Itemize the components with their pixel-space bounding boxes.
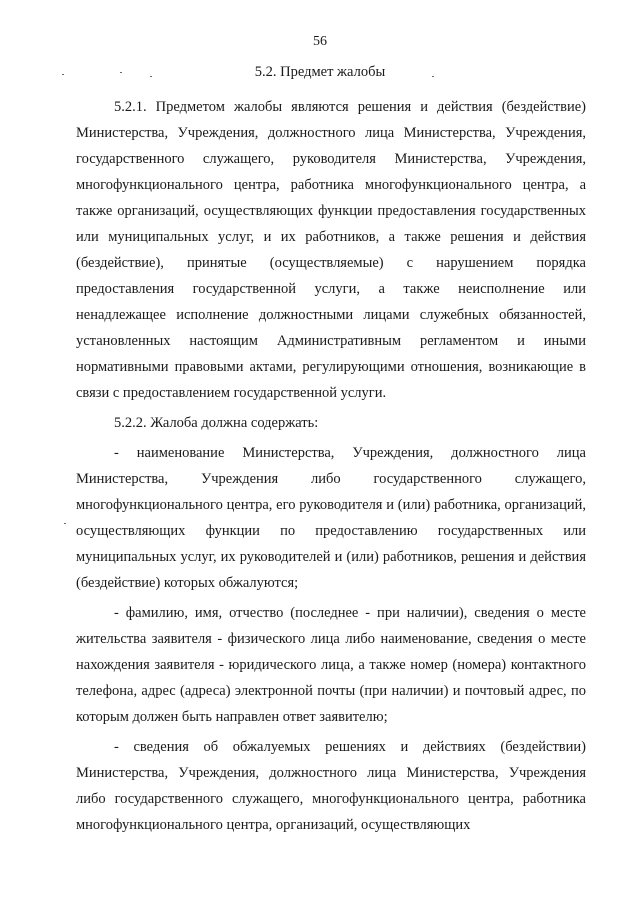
list-item-applicant-info: - фамилию, имя, отчество (последнее - при наличии), сведения о месте жительства заявителя - физического лица либо наименование, сведения о месте нахождения заявителя - юридического лица, а также номер (номера) контактного телефона, адрес (адреса) электронной почты (при наличии) и почтовый адрес, по которым должен быть направлен ответ заявителю; — [76, 605, 586, 725]
page-number: 56 — [313, 34, 327, 49]
section-title: 5.2. Предмет жалобы — [254, 64, 386, 80]
scan-speck — [62, 74, 64, 75]
body-text — [76, 94, 586, 842]
list-item-name: - наименование Министерства, Учреждения, должностного лица Министерства, Учреждения либо государственного служащего, многофункционального центра, его руководителя и (или) работника, организаций, осуществляющих функции по предоставлению государственных или муниципальных услуг, их руководителей и (или) работников, решения и действия (бездействие) которых обжалуются; — [76, 445, 586, 591]
list-item-appealed-decisions: - сведения об обжалуемых решениях и действиях (бездействии) Министерства, Учреждения, должностного лица Министерства, Учреждения либо государственного служащего, многофункционального центра, работника многофункционального центра, организаций, осуществляющих — [76, 739, 586, 833]
scan-speck — [120, 72, 122, 73]
scan-speck — [432, 76, 434, 77]
scan-speck — [64, 523, 66, 524]
scan-speck — [150, 76, 152, 77]
paragraph-5-2-2: 5.2.2. Жалоба должна содержать: — [114, 415, 319, 431]
paragraph-5-2-1: 5.2.1. Предметом жалобы являются решения и действия (бездействие) Министерства, Учреждения, должностного лица Министерства, Учреждения, государственного служащего, руководителя Министерства, Учреждения, многофункционального центра, работника многофункционального центра, а также организаций, осуществляющих функции предоставления государственных или муниципальных услуг, и их работников, а также решения и действия (бездействие), принятые (осуществляемые) с нарушением порядка предоставления государственной услуги, а также неисполнение или ненадлежащее исполнение должностными лицами служебных обязанностей, установленных настоящим Административным регламентом и иными нормативными правовыми актами, регулирующими отношения, возникающие в связи с предоставлением государственной услуги. — [76, 99, 586, 401]
